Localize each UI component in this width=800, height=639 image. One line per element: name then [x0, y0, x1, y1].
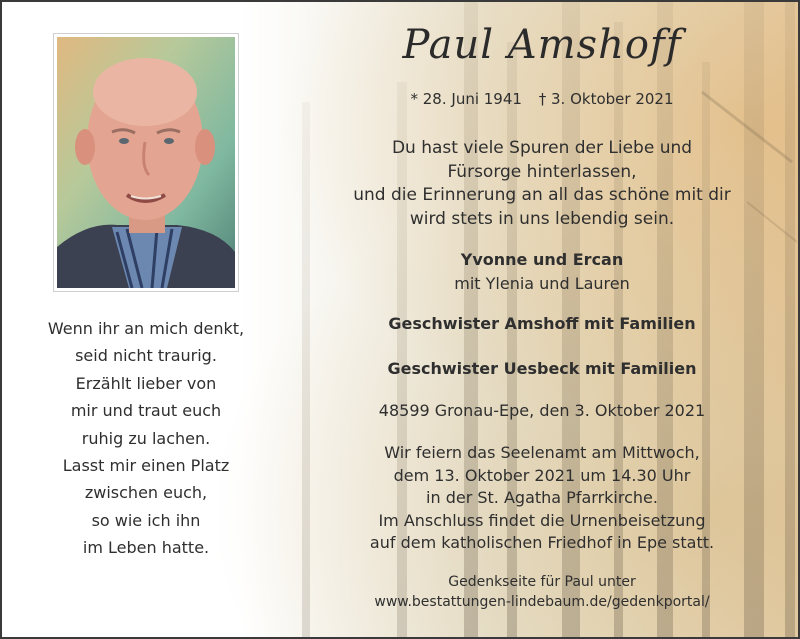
place-and-date: 48599 Gronau-Epe, den 3. Oktober 2021: [378, 401, 706, 420]
memorial-label: Gedenkseite für Paul unter: [448, 574, 636, 590]
birth-date: * 28. Juni 1941: [410, 90, 522, 108]
primary-mourners-names: Yvonne und Ercan: [460, 250, 624, 269]
primary-mourners-sub: mit Ylenia und Lauren: [454, 274, 630, 293]
quote-line: und die Erinnerung an all das schöne mit dir: [353, 185, 731, 205]
service-line: Im Anschluss findet die Urnenbeisetzung: [378, 510, 706, 530]
quote-line: Du hast viele Spuren der Liebe und: [391, 138, 693, 158]
service-line: Wir feiern das Seelenamt am Mittwoch,: [384, 443, 700, 462]
life-dates: [342, 90, 742, 108]
poem-line: Wenn ihr an mich denkt,: [47, 319, 245, 338]
portrait-photo: [54, 34, 238, 291]
poem-line: im Leben hatte.: [82, 538, 210, 558]
service-line: dem 13. Oktober 2021 um 14.30 Uhr: [393, 465, 691, 485]
quote-line: wird stets in uns lebendig sein.: [409, 208, 675, 229]
primary-mourners: [332, 248, 752, 296]
poem-line: so wie ich ihn: [91, 510, 201, 530]
death-date: † 3. Oktober 2021: [538, 90, 674, 108]
memorial-url[interactable]: www.bestattungen-lindebaum.de/gedenkportal/: [374, 594, 710, 610]
memorial-page-info: [332, 572, 752, 612]
poem-line: mir und traut euch: [70, 401, 222, 421]
poem-line: Erzählt lieber von: [75, 373, 217, 393]
siblings-amshoff: Geschwister Amshoff mit Familien: [388, 314, 696, 333]
memorial-quote: [332, 137, 752, 231]
poem-line: Lasst mir einen Platz: [62, 456, 230, 476]
quote-line: Fürsorge hinterlassen,: [447, 161, 637, 182]
siblings-uesbeck: Geschwister Uesbeck mit Familien: [387, 359, 697, 378]
poem: [20, 315, 272, 562]
service-line: in der St. Agatha Pfarrkirche.: [426, 488, 658, 507]
poem-line: ruhig zu lachen.: [81, 428, 211, 448]
deceased-name: Paul Amshoff: [402, 22, 682, 68]
poem-line: zwischen euch,: [84, 483, 208, 503]
poem-line: seid nicht traurig.: [75, 346, 217, 366]
service-details: [332, 442, 752, 555]
service-line: auf dem katholischen Friedhof in Epe statt.: [369, 533, 715, 552]
